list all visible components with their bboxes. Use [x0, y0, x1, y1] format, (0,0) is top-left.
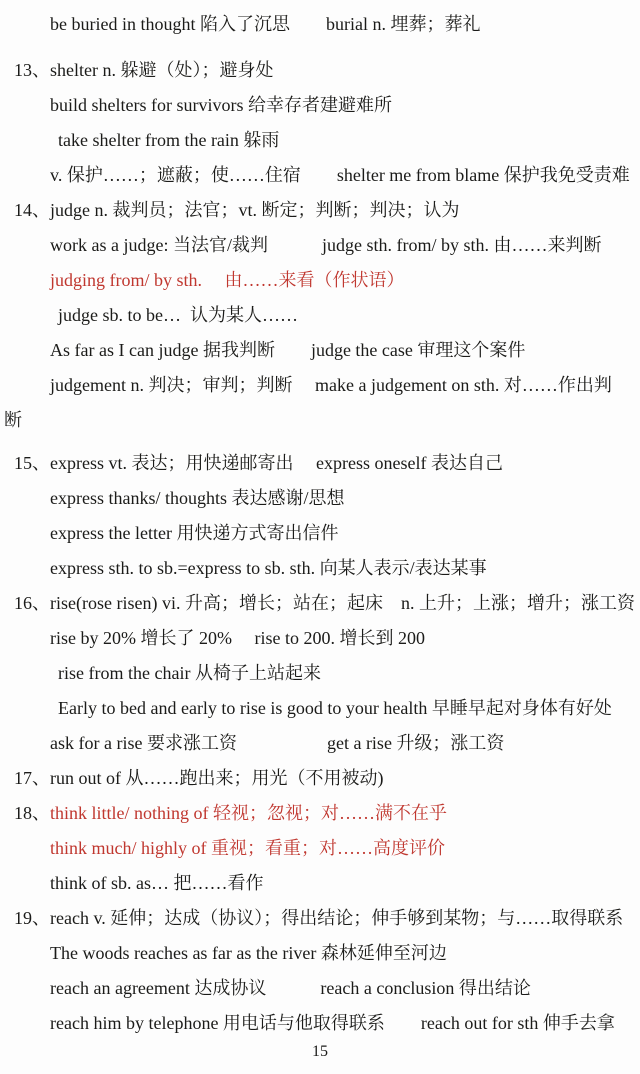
text-run: think of sb. as… 把……看作: [50, 873, 264, 893]
text-run: be buried in thought 陷入了沉思 burial n. 埋葬；葬礼: [50, 14, 481, 34]
text-line: [0, 1006, 640, 1041]
text-run: 断: [4, 410, 22, 430]
text-run: rise from the chair 从椅子上站起来: [58, 663, 321, 683]
text-line: [0, 831, 640, 866]
text-run: Early to bed and early to rise is good to your health 早睡早起对身体有好处: [58, 698, 612, 718]
text-run: ask for a rise 要求涨工资 get a rise 升级；涨工资: [50, 733, 505, 753]
text-line: [0, 516, 640, 551]
text-run: express the letter 用快递方式寄出信件: [50, 523, 339, 543]
text-line: [0, 158, 640, 193]
text-line: [0, 866, 640, 901]
text-line: [0, 726, 640, 761]
text-run: reach an agreement 达成协议 reach a conclusion 得出结论: [50, 978, 531, 998]
text-run: 15、express vt. 表达；用快递邮寄出 express oneself 表达自己: [14, 453, 503, 473]
vocab-lines: [0, 7, 640, 1041]
text-run: 18、: [14, 803, 50, 823]
text-line: [0, 481, 640, 516]
text-run: express sth. to sb.=express to sb. sth. 向某人表示/表达某事: [50, 558, 487, 578]
text-line: [0, 551, 640, 586]
text-line: [0, 88, 640, 123]
text-line: [0, 263, 640, 298]
text-run: 16、rise(rose risen) vi. 升高；增长；站在；起床 n. 上升；上涨；增升；涨工资: [14, 593, 635, 613]
text-line: [0, 761, 640, 796]
text-line: [0, 446, 640, 481]
text-run: work as a judge: 当法官/裁判 judge sth. from/ by sth. 由……来判断: [50, 235, 602, 255]
text-line: [0, 403, 640, 438]
text-line: [0, 621, 640, 656]
text-line: [0, 7, 640, 42]
text-line: [0, 193, 640, 228]
text-line: [0, 53, 640, 88]
text-run: 13、shelter n. 躲避（处）；避身处: [14, 60, 274, 80]
text-line: [0, 586, 640, 621]
text-line: [0, 656, 640, 691]
text-line: [0, 691, 640, 726]
text-line: [0, 298, 640, 333]
text-run: 17、run out of 从……跑出来；用光（不用被动): [14, 768, 384, 788]
text-run: As far as I can judge 据我判断 judge the case 审理这个案件: [50, 340, 526, 360]
highlighted-text-run: think much/ highly of 重视；看重；对……高度评价: [50, 838, 445, 858]
text-line: [0, 796, 640, 831]
text-run: build shelters for survivors 给幸存者建避难所: [50, 95, 392, 115]
text-run: 19、reach v. 延伸；达成（协议）；得出结论；伸手够到某物；与……取得联系: [14, 908, 624, 928]
text-run: 14、judge n. 裁判员；法官；vt. 断定；判断；判决；认为: [14, 200, 460, 220]
text-run: judge sb. to be… 认为某人……: [58, 305, 298, 325]
text-run: express thanks/ thoughts 表达感谢/思想: [50, 488, 345, 508]
text-line: [0, 333, 640, 368]
text-run: v. 保护……；遮蔽；使……住宿 shelter me from blame 保护我免受责难: [50, 165, 630, 185]
highlighted-text-run: think little/ nothing of 轻视；忽视；对……满不在乎: [50, 803, 447, 823]
text-line: [0, 123, 640, 158]
text-run: judgement n. 判决；审判；判断 make a judgement on sth. 对……作出判: [50, 375, 612, 395]
text-run: rise by 20% 增长了 20% rise to 200. 增长到 200: [50, 628, 425, 648]
text-line: [0, 971, 640, 1006]
text-line: [0, 936, 640, 971]
page-number: 15: [312, 1043, 328, 1060]
text-run: take shelter from the rain 躲雨: [58, 130, 280, 150]
text-line: [0, 368, 640, 403]
text-line: [0, 228, 640, 263]
text-run: The woods reaches as far as the river 森林延伸至河边: [50, 943, 447, 963]
highlighted-text-run: judging from/ by sth. 由……来看（作状语）: [50, 270, 405, 290]
text-run: reach him by telephone 用电话与他取得联系 reach out for sth 伸手去拿: [50, 1013, 615, 1033]
text-line: [0, 901, 640, 936]
